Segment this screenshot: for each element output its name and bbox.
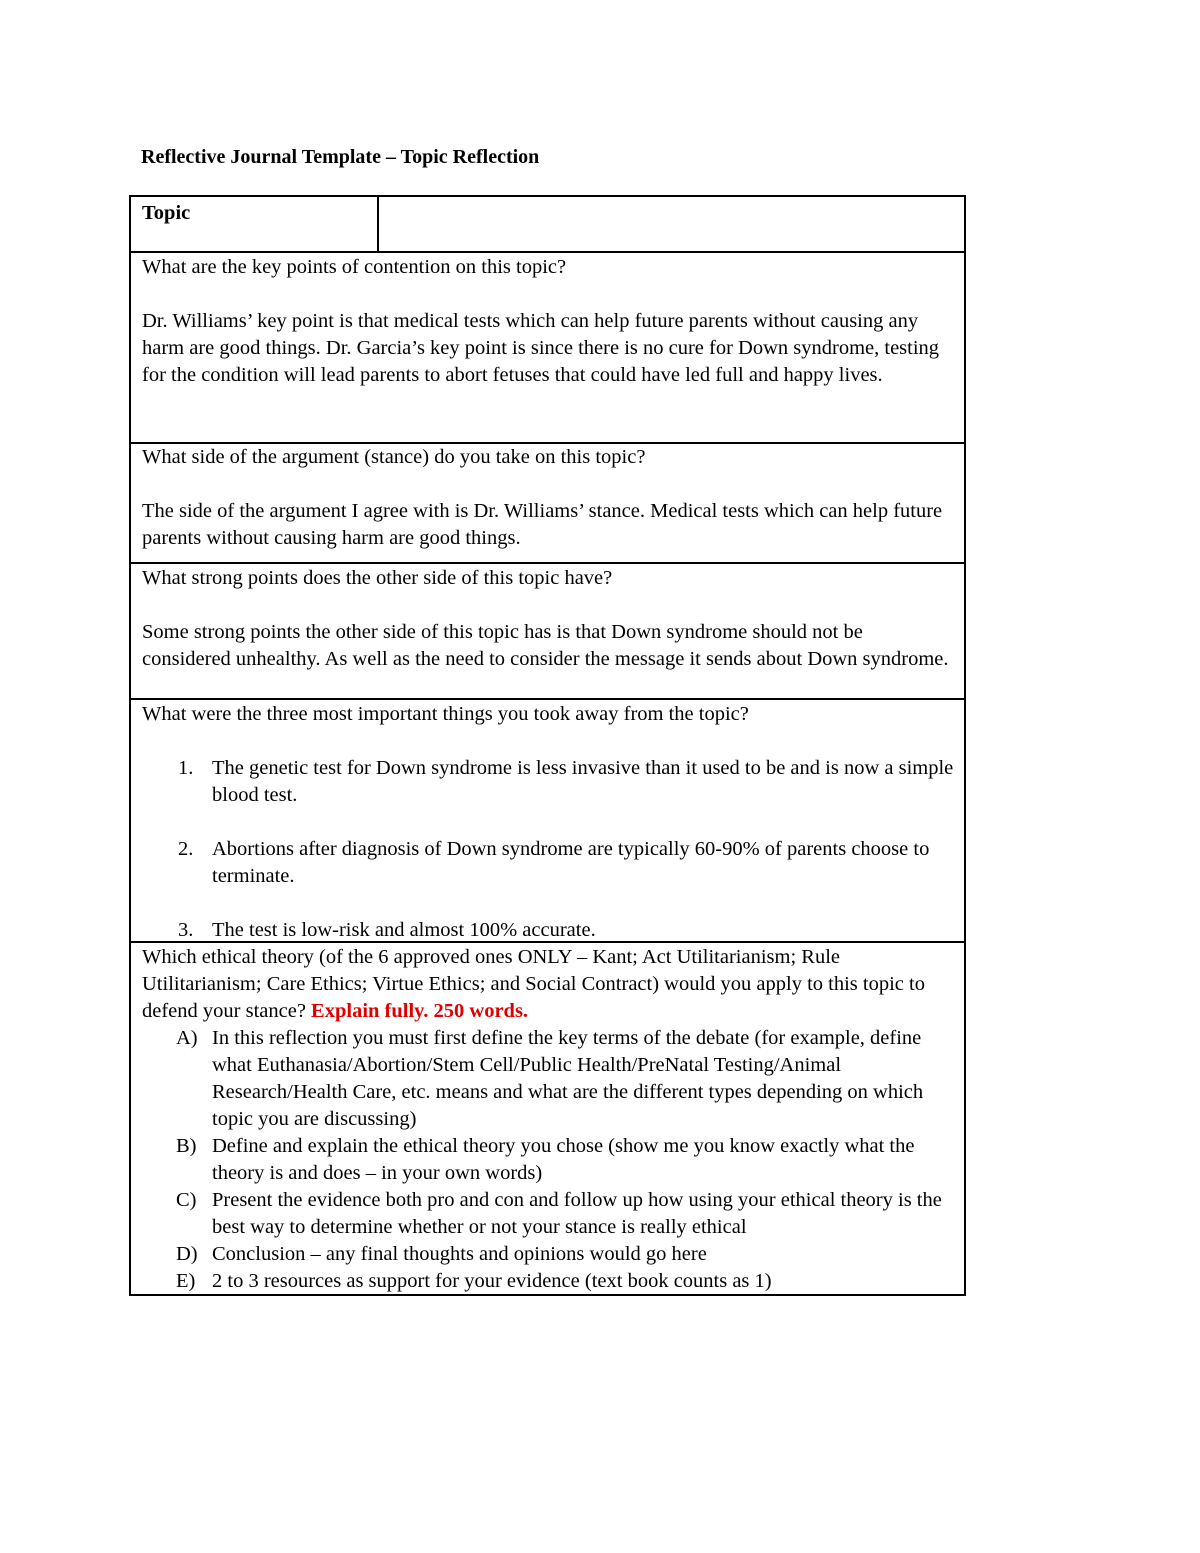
takeaways-row [131, 700, 964, 943]
instruction-item: E) 2 to 3 resources as support for your evidence (text book counts as 1) [176, 1270, 772, 1292]
takeaways-list [142, 755, 954, 944]
ethical-theory-row [131, 943, 964, 1294]
instruction-item: D) Conclusion – any final thoughts and opinions would go here [176, 1243, 707, 1265]
takeaways-question: What were the three most important things you took away from the topic? [142, 703, 749, 725]
topic-value-field[interactable] [379, 197, 964, 251]
other-side-row [131, 564, 964, 700]
stance-question: What side of the argument (stance) do you take on this topic? [142, 446, 646, 468]
instruction-item: C) Present the evidence both pro and con and follow up how using your ethical theory is the best way to determine whether or not your stance is really ethical [176, 1189, 942, 1238]
other-side-question: What strong points does the other side of this topic have? [142, 567, 613, 589]
topic-row [131, 197, 964, 253]
instruction-item: B) Define and explain the ethical theory you chose (show me you know exactly what the theory is and does – in your own words) [176, 1135, 915, 1184]
ethical-theory-question: Which ethical theory (of the 6 approved ones ONLY – Kant; Act Utilitarianism; Rule Utilitarianism; Care Ethics; Virtue Ethics; and Social Contract) would you apply to this topic to defend your stance? Explain fully. 250 words. [142, 946, 925, 1022]
page-title: Reflective Journal Template – Topic Reflection [141, 146, 540, 168]
instructions-list [142, 1025, 954, 1295]
word-count-emphasis: Explain fully. 250 words. [311, 1000, 529, 1022]
topic-label: Topic [131, 197, 379, 251]
takeaway-item: 3. The test is low-risk and almost 100% accurate. [178, 919, 596, 941]
takeaway-item: 1. The genetic test for Down syndrome is less invasive than it used to be and is now a simple blood test. [178, 757, 954, 806]
key-points-row [131, 253, 964, 444]
instruction-item: A) In this reflection you must first define the key terms of the debate (for example, define what Euthanasia/Abortion/Stem Cell/Public Health/PreNatal Testing/Animal Research/Health Care, etc. means and what are the different types depending on which topic you are discussing) [176, 1027, 924, 1130]
stance-answer: The side of the argument I agree with is Dr. Williams’ stance. Medical tests which can help future parents without causing harm are good things. [142, 500, 943, 549]
other-side-answer: Some strong points the other side of this topic has is that Down syndrome should not be considered unhealthy. As well as the need to consider the message it sends about Down syndrome. [142, 621, 949, 670]
key-points-answer: Dr. Williams’ key point is that medical tests which can help future parents without causing any harm are good things. Dr. Garcia’s key point is since there is no cure for Down syndrome, testing for the condition will lead parents to abort fetuses that could have led full and happy lives. [142, 310, 940, 386]
takeaway-item: 2. Abortions after diagnosis of Down syndrome are typically 60-90% of parents choose to terminate. [178, 838, 930, 887]
journal-table [129, 195, 966, 1296]
stance-row [131, 444, 964, 564]
key-points-question: What are the key points of contention on this topic? [142, 256, 567, 278]
